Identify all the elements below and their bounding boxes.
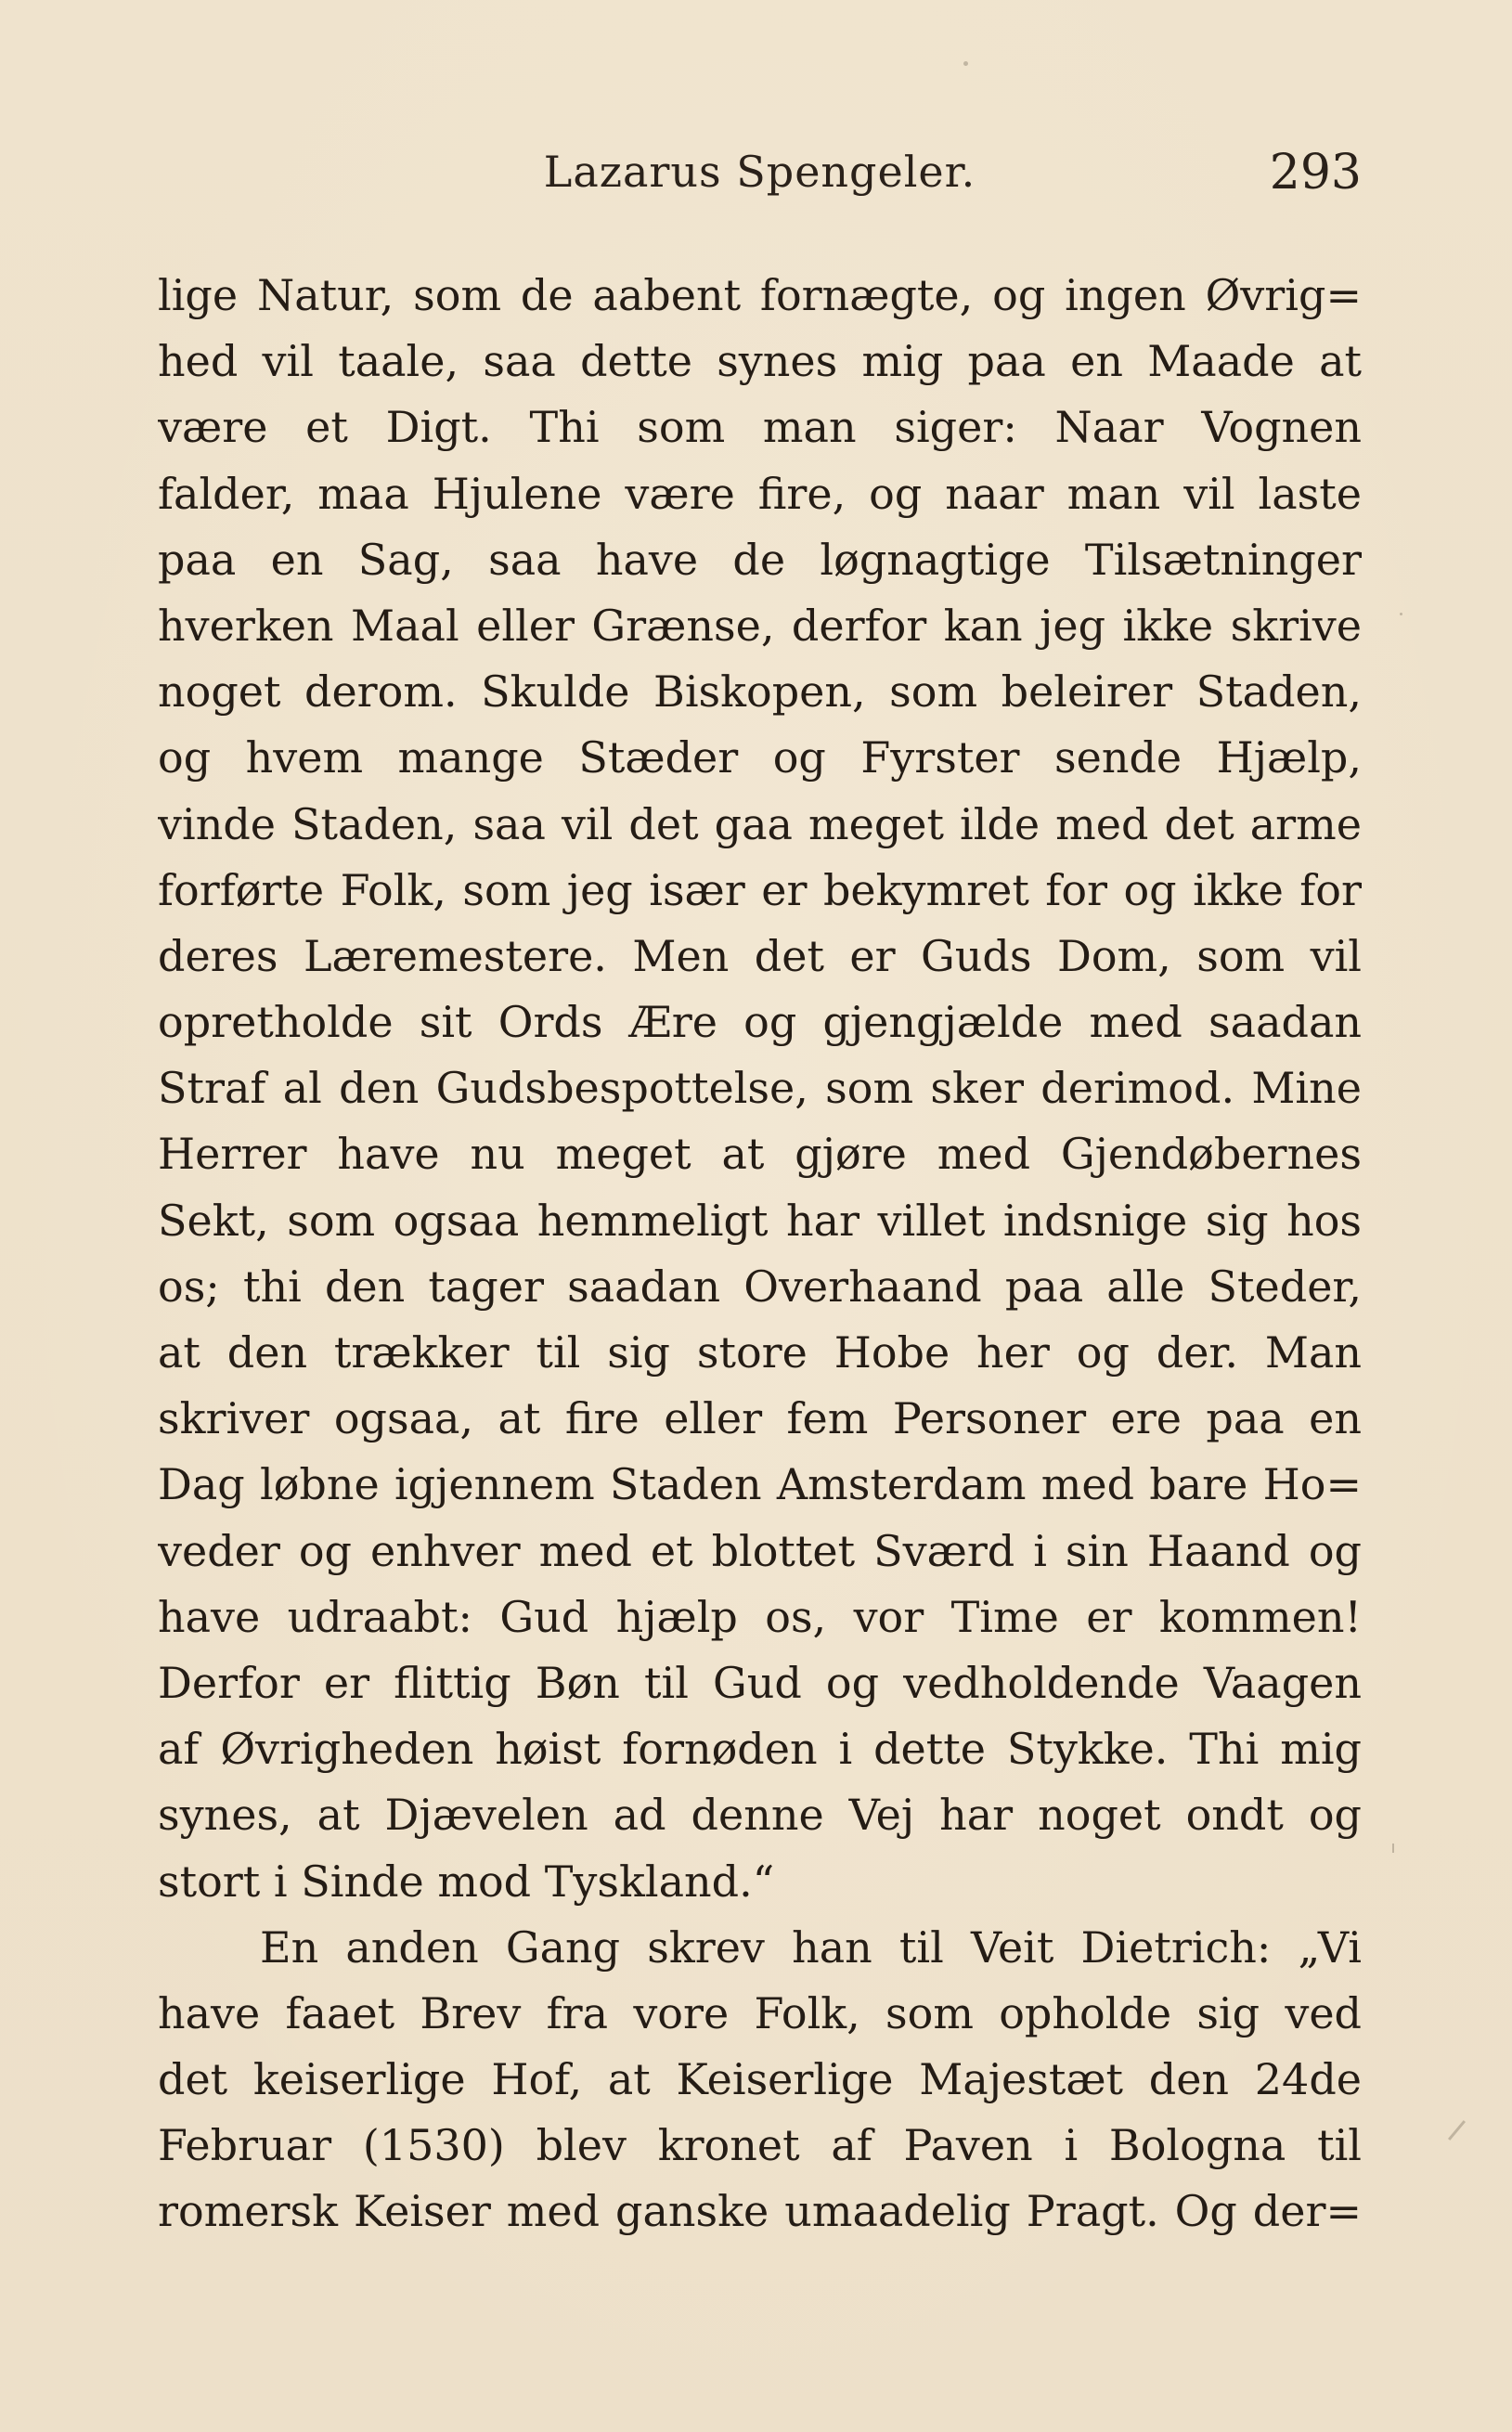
text-line: paa en Sag, saa have de løgnagtige Tilsætninger [158, 534, 1362, 585]
paper-speck [1448, 2120, 1466, 2141]
paragraph-start-line: En anden Gang skrev han til Veit Dietrich: „Vi [260, 1921, 1362, 1973]
text-line: have faaet Brev fra vore Folk, som opholde sig ved [158, 1987, 1362, 2038]
text-line: Dag løbne igjennem Staden Amsterdam med bare Ho= [158, 1459, 1362, 1510]
body-text [158, 263, 1362, 2245]
text-line: os; thi den tager saadan Overhaand paa alle Steder, [158, 1261, 1362, 1312]
text-line: noget derom. Skulde Biskopen, som beleirer Staden, [158, 666, 1362, 718]
text-line: skriver ogsaa, at fire eller fem Personer ere paa en [158, 1393, 1362, 1444]
text-line: opretholde sit Ords Ære og gjengjælde med saadan [158, 997, 1362, 1048]
text-line: Straf al den Gudsbespottelse, som sker derimod. Mine [158, 1063, 1362, 1114]
text-line: Februar (1530) blev kronet af Paven i Bologna til [158, 2120, 1362, 2171]
text-line: lige Natur, som de aabent fornægte, og ingen Øvrig= [158, 270, 1362, 320]
text-line: Derfor er flittig Bøn til Gud og vedholdende Vaagen [158, 1657, 1362, 1708]
text-line: Herrer have nu meget at gjøre med Gjendøbernes [158, 1129, 1362, 1180]
text-line: hed vil taale, saa dette synes mig paa en Maade at [158, 336, 1362, 387]
text-line: falder, maa Hjulene være fire, og naar man vil laste [158, 468, 1362, 519]
text-line: hverken Maal eller Grænse, derfor kan jeg ikke skrive [158, 600, 1362, 651]
paper-speck [1392, 1843, 1394, 1853]
text-line: veder og enhver med et blottet Sværd i sin Haand og [158, 1525, 1362, 1576]
paragraph-end-line: stort i Sinde mod Tyskland.“ [158, 1856, 775, 1907]
paper-speck [963, 61, 968, 66]
text-line: synes, at Djævelen ad denne Vej har noget ondt og [158, 1790, 1362, 1841]
text-line: vinde Staden, saa vil det gaa meget ilde med det arme [158, 798, 1362, 849]
text-line: have udraabt: Gud hjælp os, vor Time er kommen! [158, 1591, 1362, 1642]
text-line: Sekt, som ogsaa hemmeligt har villet indsnige sig hos [158, 1195, 1362, 1246]
text-line: og hvem mange Stæder og Fyrster sende Hjælp, [158, 732, 1362, 783]
text-line: at den trækker til sig store Hobe her og der. Man [158, 1327, 1362, 1378]
text-line: være et Digt. Thi som man siger: Naar Vognen [158, 402, 1362, 453]
text-line: forførte Folk, som jeg især er bekymret for og ikke for [158, 864, 1362, 915]
running-head [158, 137, 1362, 202]
page-number: 293 [1269, 145, 1362, 201]
running-title: Lazarus Spengeler. [543, 147, 976, 197]
text-line: det keiserlige Hof, at Keiserlige Majestæt den 24de [158, 2054, 1362, 2105]
text-line: romersk Keiser med ganske umaadelig Pragt. Og der= [158, 2186, 1362, 2237]
text-line: deres Læremestere. Men det er Guds Dom, som vil [158, 930, 1362, 981]
paper-speck [1400, 613, 1402, 615]
text-line: af Øvrigheden høist fornøden i dette Stykke. Thi mig [158, 1724, 1362, 1775]
